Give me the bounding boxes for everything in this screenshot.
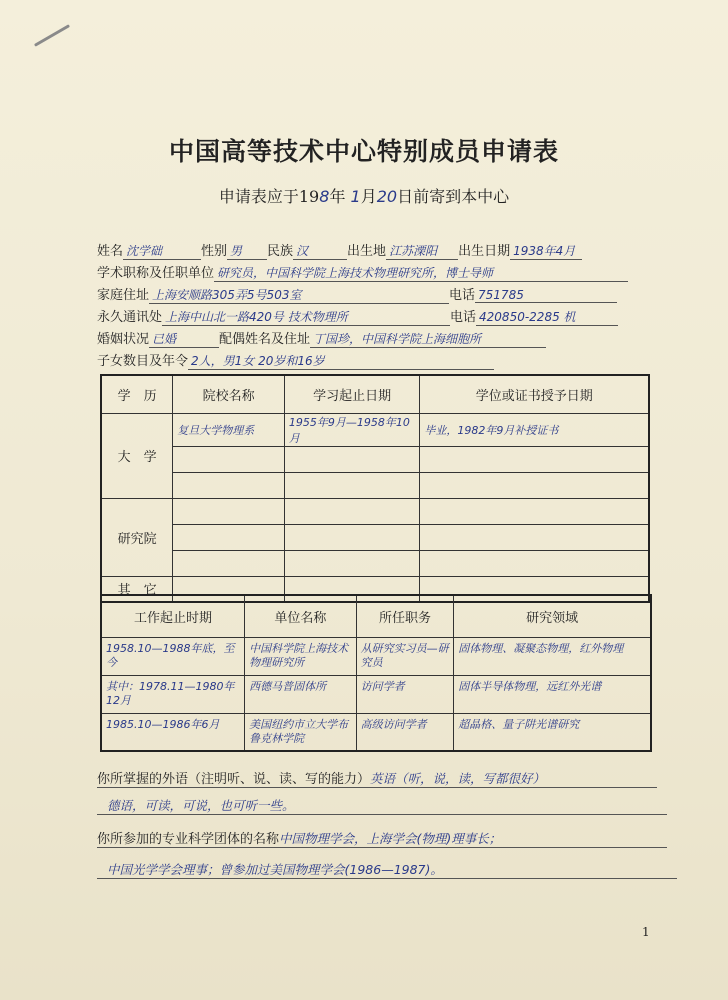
form-title: 中国高等技术中心特别成员申请表	[168, 137, 559, 166]
table-row	[101, 713, 651, 751]
work-field-cell: 超晶格、量子阱光谱研究	[454, 713, 651, 751]
work-unit-cell: 中国科学院上海技术物理研究所	[245, 637, 357, 675]
birthplace-label: 出生地	[347, 244, 387, 259]
deadline-year: 8	[319, 187, 330, 206]
title-unit-value: 研究员，中国科学院上海技术物理研究所，博士导师	[214, 264, 628, 282]
education-level-cell: 研究院	[101, 498, 173, 576]
work-field-cell: 固体物理、凝聚态物理，红外物理	[454, 637, 651, 675]
home-phone-value: 751785	[475, 288, 617, 303]
work-table	[100, 594, 652, 752]
children-label: 子女数目及年令	[97, 354, 189, 369]
spouse-label: 配偶姓名及住址	[219, 332, 311, 347]
name-label: 姓名	[97, 244, 124, 259]
deadline-day: 20	[376, 187, 398, 206]
languages-line-1	[97, 768, 657, 788]
education-header-school: 院校名称	[173, 375, 285, 413]
deadline-month-label: 月	[360, 187, 377, 206]
work-unit-cell: 西德马普固体所	[245, 675, 357, 713]
work-position-cell: 从研究实习员—研究员	[356, 637, 454, 675]
education-dates-cell: 1955年9月—1958年10月	[284, 413, 420, 446]
education-level-cell: 大 学	[101, 413, 173, 498]
page-number: 1	[642, 925, 650, 939]
row-children	[97, 350, 494, 370]
permanent-value: 上海中山北一路420号 技术物理所	[162, 308, 450, 326]
education-header-level: 学 历	[101, 375, 173, 413]
work-period-cell: 其中：1978.11—1980年12月	[101, 675, 245, 713]
home-label: 家庭住址	[97, 288, 150, 303]
table-row	[101, 550, 649, 576]
work-position-cell: 访问学者	[356, 675, 454, 713]
education-school-cell: 复旦大学物理系	[173, 413, 285, 446]
work-period-cell: 1958.10—1988年底，至今	[101, 637, 245, 675]
home-phone-label: 电话	[449, 288, 476, 303]
work-header-row	[101, 595, 651, 637]
staple-mark	[34, 24, 70, 47]
education-table	[100, 374, 650, 603]
languages-answer-1: 英语（听，说，读，写都很好）	[370, 771, 546, 786]
work-header-unit: 单位名称	[245, 595, 357, 637]
sex-value: 男	[227, 242, 267, 260]
education-degree-cell	[420, 498, 649, 524]
row-title-unit	[97, 262, 628, 282]
marital-label: 婚姻状况	[97, 332, 150, 347]
deadline-suffix: 日前寄到本中心	[397, 187, 510, 206]
education-header-row	[101, 375, 649, 413]
birthplace-value: 江苏溧阳	[386, 242, 458, 260]
table-row	[101, 446, 649, 472]
table-row	[101, 472, 649, 498]
deadline-year-label: 年	[329, 187, 346, 206]
work-field-cell: 固体半导体物理，远红外光谱	[454, 675, 651, 713]
societies-line-1	[97, 828, 667, 848]
education-header-degree: 学位或证书授予日期	[420, 375, 649, 413]
deadline-month: 1	[350, 187, 361, 206]
societies-answer-2: 中国光学学会理事；曾参加过美国物理学会(1986—1987)。	[107, 862, 443, 877]
ethnicity-label: 民族	[267, 244, 294, 259]
permanent-label: 永久通讯处	[97, 310, 163, 325]
spouse-value: 丁国珍，中国科学院上海细胞所	[310, 330, 546, 348]
birthdate-label: 出生日期	[458, 244, 511, 259]
education-degree-cell: 毕业，1982年9月补授证书	[420, 413, 649, 446]
row-home	[97, 284, 617, 304]
languages-answer-2: 德语，可读，可说，也可听一些。	[107, 798, 295, 813]
title-unit-label: 学术职称及任职单位	[97, 266, 215, 281]
work-header-position: 所任职务	[356, 595, 454, 637]
table-row	[101, 675, 651, 713]
deadline-prefix: 申请表应于19	[218, 187, 320, 206]
societies-label: 你所参加的专业科学团体的名称	[97, 832, 280, 847]
societies-answer-1: 中国物理学会，上海学会(物理)理事长；	[279, 831, 502, 846]
name-value: 沈学础	[123, 242, 201, 260]
table-row	[101, 524, 649, 550]
permanent-phone-value: 420850-2285 机	[476, 308, 618, 326]
table-row	[101, 637, 651, 675]
children-value: 2人，男1女 20岁和16岁	[188, 352, 494, 370]
row-marital	[97, 328, 546, 348]
education-school-cell	[173, 498, 285, 524]
sex-label: 性别	[201, 244, 228, 259]
home-value: 上海安顺路305弄5号503室	[149, 286, 449, 304]
ethnicity-value: 汉	[293, 242, 347, 260]
permanent-phone-label: 电话	[450, 310, 477, 325]
table-row	[101, 413, 649, 446]
education-level-cell: 其 它	[101, 576, 173, 602]
languages-label: 你所掌握的外语（注明听、说、读、写的能力）	[97, 772, 371, 787]
birthdate-value: 1938年4月	[510, 242, 582, 260]
deadline-line	[0, 184, 728, 207]
work-period-cell: 1985.10—1986年6月	[101, 713, 245, 751]
marital-value: 已婚	[149, 330, 219, 348]
work-header-period: 工作起止时期	[101, 595, 245, 637]
languages-line-2	[97, 796, 667, 815]
work-position-cell: 高级访问学者	[356, 713, 454, 751]
societies-line-2	[97, 860, 677, 879]
row-name	[97, 240, 582, 260]
work-header-field: 研究领域	[454, 595, 651, 637]
row-permanent	[97, 306, 618, 326]
work-unit-cell: 美国纽约市立大学布鲁克林学院	[245, 713, 357, 751]
education-dates-cell	[284, 498, 420, 524]
table-row	[101, 498, 649, 524]
education-header-dates: 学习起止日期	[284, 375, 420, 413]
